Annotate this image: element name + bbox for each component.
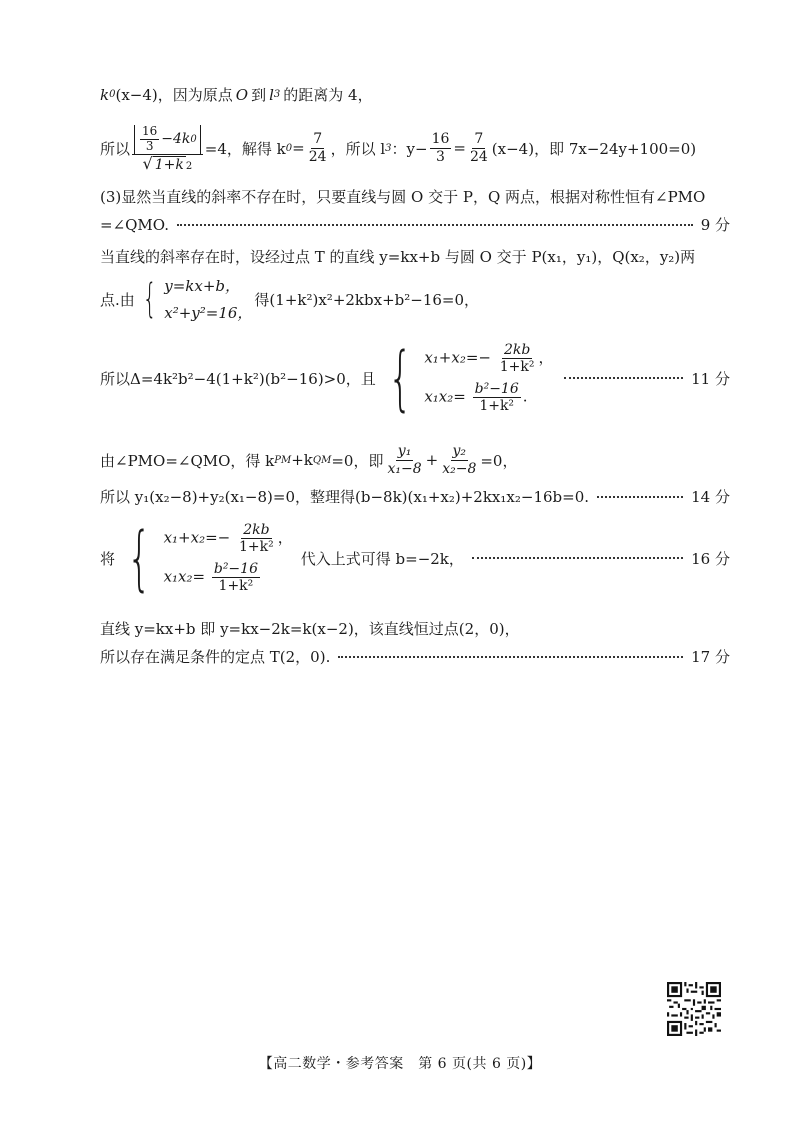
score-label: 11 分 — [691, 369, 730, 388]
line-text: 所以存在满足条件的定点 T(2，0). — [100, 648, 331, 666]
line-text: =∠QMO. — [100, 215, 169, 234]
fraction-numerator: 7 — [313, 131, 323, 148]
plus-sign: + — [425, 451, 439, 469]
system-row: x²+y²=16， — [164, 304, 253, 322]
system-rows — [164, 275, 252, 323]
subscript-zero: 0 — [190, 133, 197, 145]
fraction-denominator: 24 — [308, 148, 327, 165]
solution-line-4 — [100, 214, 730, 235]
left-brace: { — [387, 337, 413, 419]
abs-tail: −4k — [161, 131, 191, 148]
equals-sign: = — [453, 139, 466, 157]
equation-system — [137, 275, 253, 323]
solution-line-12 — [100, 646, 730, 667]
point-O: O — [235, 85, 249, 104]
solution-line-7 — [100, 334, 730, 422]
slope-fraction — [468, 131, 490, 164]
solution-line-5 — [100, 246, 730, 267]
dotted-leader — [472, 557, 683, 559]
line-text: (x−4)，即 7x−24y+100=0) — [491, 139, 697, 158]
system-row: y=kx+b， — [164, 277, 240, 295]
solution-line-9 — [100, 486, 730, 507]
fraction-numerator — [132, 123, 203, 155]
line-text: 当直线的斜率存在时，设经过点 T 的直线 y=kx+b 与圆 O 交于 P(x₁，y₁)，Q(x₂，y₂)两 — [100, 248, 696, 266]
inner-numerator: 16 — [142, 124, 158, 138]
left-brace: { — [142, 276, 157, 322]
line-text: 得(1+k²)x²+2kbx+b²−16=0， — [254, 290, 480, 309]
line-text: 由∠PMO=∠QMO，得 k — [100, 451, 275, 470]
fraction-numerator: b²−16 — [213, 561, 258, 577]
system-row — [424, 342, 553, 375]
line-text: 到 — [251, 86, 267, 104]
page-footer: 【高二数学・参考答案 第 6 页(共 6 页)】 — [258, 1056, 542, 1072]
score-label: 9 分 — [700, 216, 730, 234]
line-text: 将 — [100, 549, 116, 568]
system-row — [424, 381, 553, 414]
line-text: =0，即 — [331, 451, 384, 470]
row-left: x₁x₂= — [424, 387, 466, 406]
line-text: 所以 — [100, 139, 131, 158]
fraction-numerator: 16 — [431, 131, 450, 148]
sum-fraction — [498, 342, 537, 375]
absolute-value — [134, 125, 201, 154]
line-text: ：y− — [391, 139, 428, 158]
dotted-leader — [564, 377, 684, 379]
solution-line-2: 所以 $\frac{16}{3}$ −4k 0 √ 1+k 2 =4，解得 k 0 = $\frac{7}{24}$ ，所以 l 3 ：y− $\frac{16}{3}$ = $\frac{7}{24}$ (x−4)，即 7x−24y+100=0) — [100, 124, 697, 173]
line-text: 点.由 — [100, 290, 135, 309]
fraction-numerator: y₁ — [397, 443, 412, 460]
fraction-denominator: 1+k² — [499, 358, 535, 375]
radicand: 1+k — [154, 156, 184, 173]
system-row — [164, 561, 293, 594]
solution-line-3 — [100, 186, 730, 207]
sum-fraction — [237, 522, 276, 555]
line-text: ，所以 l — [330, 139, 386, 158]
system-rows — [424, 342, 553, 414]
line-text: (3)显然当直线的斜率不存在时，只要直线与圆 O 交于 P，Q 两点，根据对称性恒有∠PMO — [100, 188, 706, 206]
fraction-denominator: 3 — [436, 148, 445, 165]
subscript-zero: 0 — [109, 89, 116, 100]
solution-line-10 — [100, 514, 730, 602]
fraction-numerator: 2kb — [243, 521, 270, 538]
line-text: 所以Δ=4k²b²−4(1+k²)(b²−16)>0，且 — [100, 369, 376, 388]
fraction-numerator: b²−16 — [474, 381, 519, 397]
row-end: . — [522, 387, 528, 406]
radical-sign: √ — [142, 153, 153, 173]
line-text: 直线 y=kx+b 即 y=kx−2k=k(x−2)，该直线恒过点(2，0)， — [100, 620, 520, 638]
row-end: ， — [277, 528, 293, 547]
square-root — [143, 155, 193, 173]
dotted-leader — [177, 224, 693, 226]
line-text: =4，解得 k — [204, 139, 286, 158]
line-text: 的距离为 4， — [283, 86, 373, 104]
product-fraction — [212, 561, 260, 594]
superscript-two: 2 — [185, 161, 193, 173]
fraction-denominator: x₁−8 — [387, 460, 422, 477]
line-text: 代入上式可得 b=−2k， — [300, 549, 464, 568]
subscript-three: 3 — [385, 142, 392, 154]
fraction-numerator: 2kb — [503, 341, 531, 358]
k0-fraction — [307, 131, 329, 164]
line-text: (x−4)，因为原点 — [115, 86, 233, 104]
dotted-leader — [597, 496, 683, 498]
vieta-system — [117, 517, 293, 599]
line-text: 所以 y₁(x₂−8)+y₂(x₁−8)=0，整理得(b−8k)(x₁+x₂)+2kx₁x₂−16b=0. — [100, 488, 590, 506]
line-text: +k — [291, 451, 313, 469]
score-label: 16 分 — [691, 549, 730, 568]
fraction-denominator: 1+k² — [479, 398, 515, 415]
inner-fraction — [140, 125, 159, 154]
subscript-three: 3 — [273, 89, 281, 100]
score-label: 14 分 — [691, 488, 730, 506]
k-symbol: k — [100, 85, 110, 104]
subscript-pm: PM — [274, 454, 292, 466]
solution-line-8 — [100, 440, 730, 480]
dotted-leader — [338, 656, 683, 658]
subscript-qm: QM — [312, 454, 332, 466]
row-left: x₁+x₂=− — [424, 348, 491, 367]
line-l3: l — [269, 85, 274, 104]
row-end: ， — [538, 348, 554, 367]
product-fraction — [473, 381, 521, 414]
sixteen-thirds-fraction — [430, 131, 452, 164]
qr-code-icon — [667, 982, 721, 1036]
slope-qm-fraction — [440, 443, 478, 476]
fraction-denominator: 1+k² — [218, 578, 254, 595]
score-label: 17 分 — [691, 648, 730, 666]
vieta-system — [378, 337, 554, 419]
subscript-zero: 0 — [285, 142, 293, 154]
distance-fraction — [132, 123, 203, 173]
solution-line-11 — [100, 618, 730, 639]
fraction-denominator — [141, 155, 195, 173]
slope-pm-fraction — [385, 443, 423, 476]
inner-denominator: 3 — [145, 138, 154, 153]
left-brace: { — [127, 517, 152, 599]
fraction-numerator: y₂ — [452, 443, 467, 460]
solution-line-1 — [100, 84, 730, 105]
row-left: x₁x₂= — [163, 567, 206, 586]
line-text: =0， — [480, 451, 518, 470]
row-left: x₁+x₂=− — [163, 528, 231, 547]
system-rows — [164, 522, 293, 594]
fraction-numerator: 7 — [474, 131, 484, 148]
fraction-denominator: x₂−8 — [442, 460, 477, 477]
solution-line-6 — [100, 274, 730, 324]
system-row — [164, 522, 293, 555]
fraction-denominator: 1+k² — [239, 538, 274, 555]
fraction-denominator: 24 — [469, 148, 488, 165]
